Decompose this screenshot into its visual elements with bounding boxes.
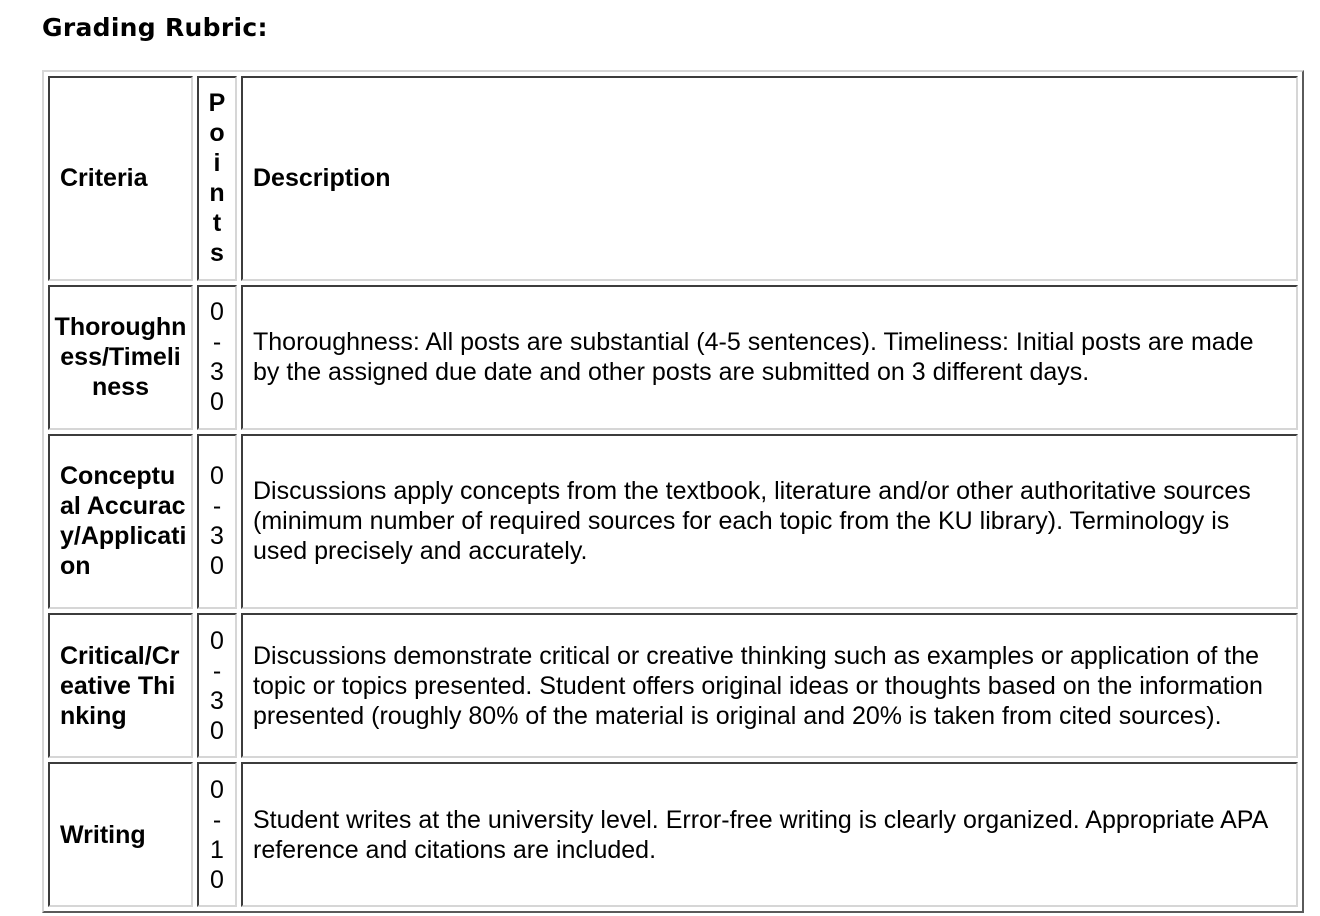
criteria-header: Criteria — [48, 76, 193, 281]
points-cell: 0-30 — [197, 285, 237, 430]
criteria-cell: Critical/Creative Thinking — [48, 613, 193, 758]
criteria-cell: Writing — [48, 762, 193, 907]
description-cell: Thoroughness: All posts are substantial (4-5 sentences). Timeliness: Initial posts are made by the assigned due date and other posts are submitted on 3 different days. — [241, 285, 1298, 430]
points-header: Points — [197, 76, 237, 281]
grading-rubric-table — [42, 70, 1304, 913]
table-row — [48, 762, 1298, 907]
description-cell: Student writes at the university level. Error-free writing is clearly organized. Appropriate APA reference and citations are included. — [241, 762, 1298, 907]
table-row — [48, 285, 1298, 430]
description-cell: Discussions demonstrate critical or creative thinking such as examples or application of the topic or topics presented. Student offers original ideas or thoughts based on the information presented (roughly 80% of the material is original and 20% is taken from cited sources). — [241, 613, 1298, 758]
description-cell: Discussions apply concepts from the textbook, literature and/or other authoritative sources (minimum number of required sources for each topic from the KU library). Terminology is used precisely and accurately. — [241, 434, 1298, 610]
points-cell: 0-10 — [197, 762, 237, 907]
table-header-row — [48, 76, 1298, 281]
points-cell: 0-30 — [197, 434, 237, 610]
table-row — [48, 613, 1298, 758]
page-title: Grading Rubric: — [42, 13, 268, 42]
points-cell: 0-30 — [197, 613, 237, 758]
table-row — [48, 434, 1298, 610]
description-header: Description — [241, 76, 1298, 281]
criteria-cell: Thoroughness/Timeliness — [48, 285, 193, 430]
criteria-cell: Conceptual Accuracy/Application — [48, 434, 193, 610]
